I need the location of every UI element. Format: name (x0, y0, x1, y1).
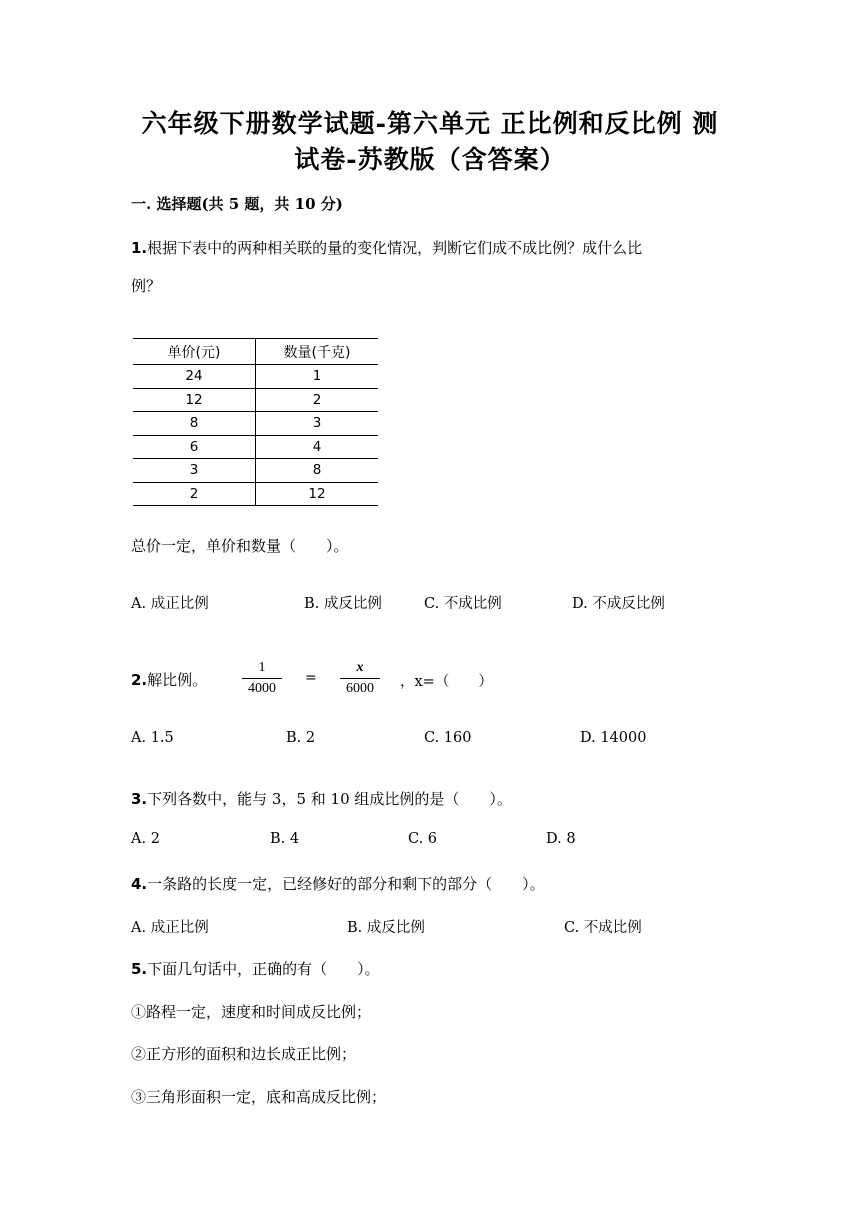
q1-table (133, 338, 378, 506)
q1-number: 1. (131, 239, 148, 257)
q1-text-line1: 1.根据下表中的两种相关联的量的变化情况，判断它们成不成比例？成什么比 (131, 239, 643, 257)
q2-fraction-left (240, 660, 284, 697)
fraction-bar (242, 678, 282, 679)
q4-text: 4.一条路的长度一定，已经修好的部分和剩下的部分（ ）。 (131, 875, 545, 893)
q3-option-b: B. 4 (270, 831, 300, 847)
q5-text: 5.下面几句话中，正确的有（ ）。 (131, 960, 380, 978)
q4-option-a: A. 成正比例 (131, 920, 209, 936)
table-cell: 1 (256, 365, 379, 389)
q5-statement-2: ②正方形的面积和边长成正比例； (131, 1045, 357, 1063)
q1-option-b: B. 成反比例 (304, 596, 382, 612)
q2-option-c: C. 160 (424, 730, 472, 746)
q3-option-c: C. 6 (408, 831, 438, 847)
table-row (133, 412, 378, 436)
q3-option-a: A. 2 (131, 831, 160, 847)
doc-title-line1: 六年级下册数学试题-第六单元 正比例和反比例 测 (141, 109, 719, 138)
q5-statement-1: ①路程一定，速度和时间成反比例； (131, 1003, 372, 1021)
table-row (133, 459, 378, 483)
table-cell: 2 (256, 388, 379, 412)
q3-text: 3.下列各数中，能与 3，5 和 10 组成比例的是（ ）。 (131, 790, 512, 808)
q4-option-c: C. 不成比例 (564, 920, 642, 936)
q2-text: 2.解比例。 (131, 671, 208, 689)
table-cell: 8 (133, 412, 256, 436)
q5-statement-3: ③三角形面积一定，底和高成反比例； (131, 1088, 387, 1106)
q3-option-d: D. 8 (546, 831, 576, 847)
q1-text-line2: 例？ (131, 277, 162, 295)
table-cell: 2 (133, 482, 256, 506)
q2-option-a: A. 1.5 (131, 730, 174, 746)
fraction-numerator: x (356, 660, 364, 675)
q2-option-d: D. 14000 (580, 730, 647, 746)
q1-prompt: 总价一定，单价和数量（ ）。 (131, 537, 349, 555)
q5-number: 5. (131, 960, 148, 978)
q2-option-b: B. 2 (286, 730, 316, 746)
table-header-cell: 单价(元) (133, 339, 256, 365)
fraction-denominator: 4000 (248, 681, 276, 696)
table-row (133, 435, 378, 459)
doc-title-line2: 试卷-苏教版（含答案） (294, 145, 566, 174)
q2-equals: = (305, 670, 317, 686)
table-header-row (133, 339, 378, 365)
table-cell: 24 (133, 365, 256, 389)
table-row (133, 482, 378, 506)
q4-option-b: B. 成反比例 (347, 920, 425, 936)
table-cell: 6 (133, 435, 256, 459)
q4-number: 4. (131, 875, 148, 893)
q2-suffix: ，x=（ ） (400, 674, 493, 690)
table-cell: 4 (256, 435, 379, 459)
fraction-numerator: 1 (258, 660, 266, 675)
q1-option-c: C. 不成比例 (424, 596, 502, 612)
table-header-cell: 数量(千克) (256, 339, 379, 365)
table-cell: 12 (256, 482, 379, 506)
q1-option-a: A. 成正比例 (131, 596, 209, 612)
table-cell: 12 (133, 388, 256, 412)
q1-option-d: D. 不成反比例 (572, 596, 665, 612)
table-cell: 3 (256, 412, 379, 436)
table-cell: 3 (133, 459, 256, 483)
q2-number: 2. (131, 671, 148, 689)
table-row (133, 365, 378, 389)
table-cell: 8 (256, 459, 379, 483)
fraction-bar (340, 678, 380, 679)
table-row (133, 388, 378, 412)
q3-number: 3. (131, 790, 148, 808)
fraction-denominator: 6000 (346, 681, 374, 696)
section-heading: 一. 选择题(共 5 题，共 10 分) (131, 195, 343, 213)
q2-fraction-right (338, 660, 382, 697)
